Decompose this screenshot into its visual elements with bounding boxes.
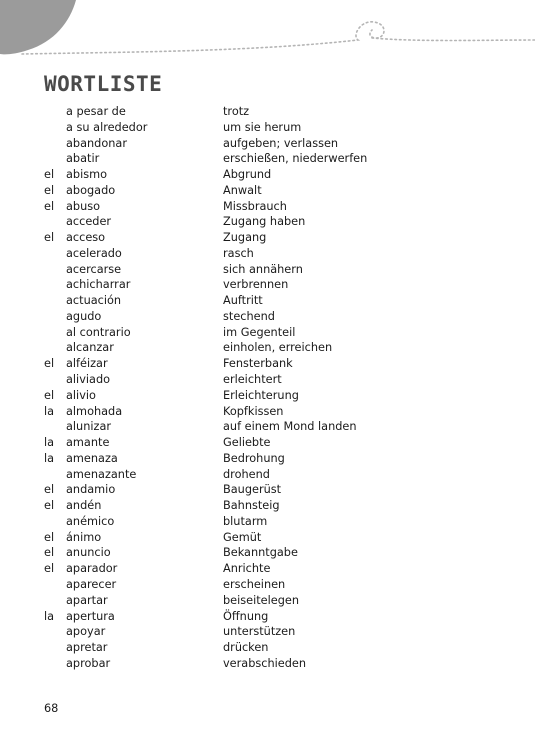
article-label: el xyxy=(44,357,55,371)
german-translation: drohend xyxy=(223,467,270,481)
german-translation: erscheinen xyxy=(223,577,286,591)
word-entry xyxy=(44,262,484,278)
article-label: el xyxy=(44,499,55,513)
article-label: la xyxy=(44,436,55,450)
word-entry xyxy=(44,624,484,640)
spanish-term: a su alrededor xyxy=(66,120,148,134)
word-entry xyxy=(44,293,484,309)
word-entry xyxy=(44,372,484,388)
spanish-term: ánimo xyxy=(66,530,102,544)
german-translation: Missbrauch xyxy=(223,199,287,213)
word-entry xyxy=(44,435,484,451)
german-translation: Anrichte xyxy=(223,562,271,576)
german-translation: Kopfkissen xyxy=(223,404,284,418)
word-entry xyxy=(44,451,484,467)
german-translation: Zugang xyxy=(223,231,267,245)
german-translation: Erleichterung xyxy=(223,388,299,402)
german-translation: verbrennen xyxy=(223,278,289,292)
spanish-term: anuncio xyxy=(66,546,111,560)
word-entry xyxy=(44,388,484,404)
word-entry xyxy=(44,404,484,420)
article-label: el xyxy=(44,199,55,213)
header-decoration xyxy=(0,0,535,70)
spanish-term: abandonar xyxy=(66,136,127,150)
word-entry xyxy=(44,136,484,152)
word-entry xyxy=(44,656,484,672)
german-translation: stechend xyxy=(223,309,275,323)
german-translation: im Gegenteil xyxy=(223,325,296,339)
word-list xyxy=(44,104,484,672)
spanish-term: agudo xyxy=(66,309,102,323)
german-translation: Bedrohung xyxy=(223,451,285,465)
article-label: el xyxy=(44,388,55,402)
word-entry xyxy=(44,325,484,341)
word-entry xyxy=(44,530,484,546)
spanish-term: al contrario xyxy=(66,325,131,339)
article-label: el xyxy=(44,483,55,497)
german-translation: Baugerüst xyxy=(223,483,282,497)
article-label: la xyxy=(44,404,55,418)
spanish-term: aliviado xyxy=(66,373,111,387)
spanish-term: aparador xyxy=(66,562,118,576)
spanish-term: abuso xyxy=(66,199,101,213)
spanish-term: acceso xyxy=(66,231,106,245)
word-entry xyxy=(44,419,484,435)
article-label: el xyxy=(44,183,55,197)
spanish-term: achicharrar xyxy=(66,278,131,292)
spanish-term: aprobar xyxy=(66,656,111,670)
word-entry xyxy=(44,467,484,483)
article-label: la xyxy=(44,451,55,465)
spanish-term: acceder xyxy=(66,215,112,229)
word-entry xyxy=(44,230,484,246)
german-translation: trotz xyxy=(223,105,250,118)
word-entry xyxy=(44,246,484,262)
german-translation: Fensterbank xyxy=(223,357,293,371)
spanish-term: alféizar xyxy=(66,357,108,371)
german-translation: Bekanntgabe xyxy=(223,546,298,560)
spanish-term: alunizar xyxy=(66,420,112,434)
spanish-term: apretar xyxy=(66,641,108,655)
german-translation: Auftritt xyxy=(223,294,263,308)
word-entry xyxy=(44,340,484,356)
word-entry xyxy=(44,609,484,625)
german-translation: um sie herum xyxy=(223,120,302,134)
spanish-term: andén xyxy=(66,499,102,513)
spanish-term: abismo xyxy=(66,168,108,182)
spanish-term: andamio xyxy=(66,483,116,497)
german-translation: verabschieden xyxy=(223,656,307,670)
page-title: WORTLISTE xyxy=(44,72,163,96)
spanish-term: anémico xyxy=(66,514,115,528)
german-translation: blutarm xyxy=(223,514,268,528)
page-number: 68 xyxy=(44,702,59,715)
spanish-term: apartar xyxy=(66,593,108,607)
german-translation: auf einem Mond landen xyxy=(223,420,357,434)
word-entry xyxy=(44,277,484,293)
german-translation: Abgrund xyxy=(223,168,272,182)
article-label: el xyxy=(44,546,55,560)
word-entry xyxy=(44,498,484,514)
word-entry xyxy=(44,104,484,120)
gray-blob-decoration xyxy=(0,0,76,54)
german-translation: Öffnung xyxy=(223,609,269,623)
article-label: el xyxy=(44,530,55,544)
spanish-term: amenazante xyxy=(66,467,137,481)
word-entry xyxy=(44,593,484,609)
word-entry xyxy=(44,167,484,183)
article-label: el xyxy=(44,231,55,245)
german-translation: erschießen, niederwerfen xyxy=(223,152,368,166)
german-translation: Gemüt xyxy=(223,530,262,544)
article-label: la xyxy=(44,609,55,623)
word-entry xyxy=(44,199,484,215)
word-entry xyxy=(44,356,484,372)
german-translation: sich annähern xyxy=(223,262,303,276)
word-entry xyxy=(44,482,484,498)
word-entry xyxy=(44,183,484,199)
spanish-term: apertura xyxy=(66,609,115,623)
spanish-term: aparecer xyxy=(66,577,117,591)
german-translation: rasch xyxy=(223,246,254,260)
spanish-term: actuación xyxy=(66,294,122,308)
article-label: el xyxy=(44,562,55,576)
spanish-term: apoyar xyxy=(66,625,106,639)
spanish-term: acelerado xyxy=(66,246,122,260)
word-entry xyxy=(44,151,484,167)
word-entry xyxy=(44,214,484,230)
german-translation: Geliebte xyxy=(223,436,271,450)
german-translation: Anwalt xyxy=(223,183,262,197)
dotted-line-decoration xyxy=(22,22,535,54)
spanish-term: alcanzar xyxy=(66,341,114,355)
word-entry xyxy=(44,514,484,530)
german-translation: aufgeben; verlassen xyxy=(223,136,339,150)
spanish-term: abogado xyxy=(66,183,116,197)
german-translation: Bahnsteig xyxy=(223,499,280,513)
word-entry xyxy=(44,120,484,136)
spanish-term: almohada xyxy=(66,404,123,418)
word-entry xyxy=(44,640,484,656)
spanish-term: abatir xyxy=(66,152,100,166)
spanish-term: acercarse xyxy=(66,262,122,276)
german-translation: erleichtert xyxy=(223,373,282,387)
spanish-term: amenaza xyxy=(66,451,118,465)
spanish-term: a pesar de xyxy=(66,105,126,118)
german-translation: drücken xyxy=(223,641,269,655)
spanish-term: amante xyxy=(66,436,110,450)
word-entry xyxy=(44,561,484,577)
german-translation: unterstützen xyxy=(223,625,296,639)
spanish-term: alivio xyxy=(66,388,96,402)
german-translation: Zugang haben xyxy=(223,215,306,229)
article-label: el xyxy=(44,168,55,182)
german-translation: einholen, erreichen xyxy=(223,341,333,355)
word-entry xyxy=(44,309,484,325)
word-entry xyxy=(44,545,484,561)
word-entry xyxy=(44,577,484,593)
german-translation: beiseitelegen xyxy=(223,593,299,607)
